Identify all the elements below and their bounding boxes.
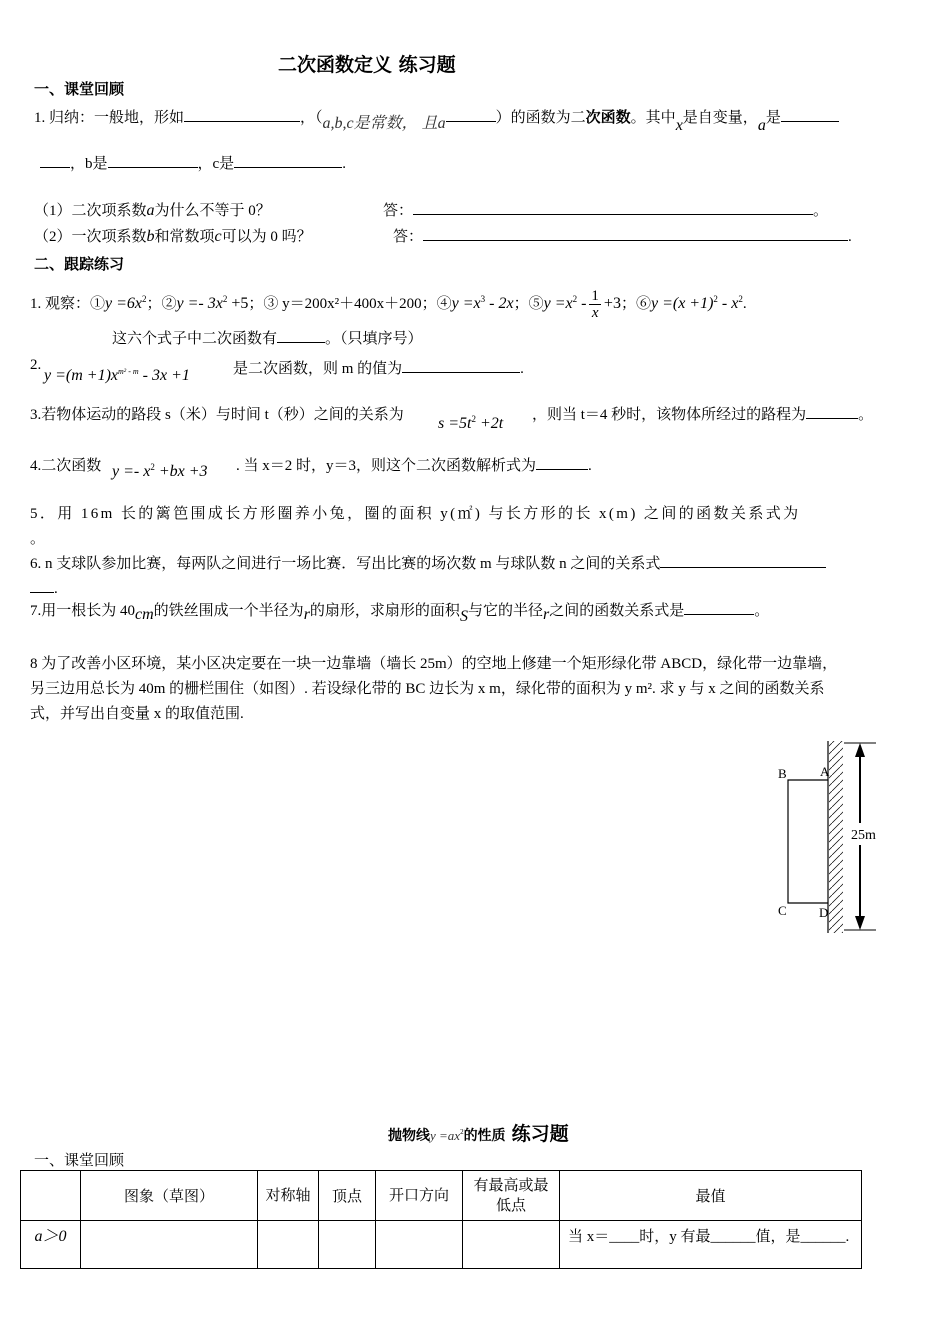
q1-2-text: 可以为 0 吗？: [221, 229, 312, 245]
expr-2: y =- 3x: [176, 294, 223, 312]
sup: 2: [222, 293, 228, 304]
question-1-line-1: [34, 104, 839, 134]
label-D: D: [819, 905, 829, 920]
expr: +2t: [475, 415, 504, 432]
problem-7-text: [30, 599, 770, 625]
question-1-line-2: [40, 152, 346, 173]
label-C: C: [778, 903, 787, 918]
blank-p3[interactable]: [806, 404, 858, 419]
sup: 3: [480, 293, 486, 304]
answer-blank[interactable]: [413, 200, 813, 215]
sup: 2: [713, 293, 718, 304]
answer-label: 答：: [393, 229, 424, 245]
blank-a-cont[interactable]: [40, 153, 70, 168]
expr-6: y =(x +1): [650, 294, 714, 312]
expr-1: y =6x: [105, 294, 143, 312]
var-c: c: [214, 228, 222, 245]
table-header-row: [21, 1171, 862, 1221]
problem-3-expr: [438, 414, 503, 433]
page-title: 二次函数定义 练习题: [278, 54, 456, 76]
punct: .: [588, 458, 592, 474]
problem-3-text-2: [532, 403, 873, 424]
sup: 2: [572, 293, 578, 304]
table-header-corner: [21, 1171, 81, 1221]
title2-expr: y =ax: [430, 1128, 461, 1143]
answer-label: 答：: [383, 203, 414, 219]
sup: 2: [142, 293, 147, 304]
fraction: [589, 288, 601, 321]
blank-p2[interactable]: [402, 358, 520, 373]
label-A: A: [820, 764, 830, 779]
var-a: a: [146, 202, 155, 219]
table-cell[interactable]: [376, 1221, 463, 1269]
var-x: x: [675, 117, 683, 134]
problem-5-end: 。: [30, 531, 46, 547]
title2-text: 的性质: [463, 1128, 506, 1144]
q1-text: ，c是: [197, 156, 235, 172]
var-r: r: [542, 606, 550, 623]
expr-5b: -: [577, 294, 587, 312]
blank-p6-cont[interactable]: [30, 578, 54, 593]
sup: 2: [460, 1128, 464, 1136]
p4-text: . 当 x＝2 时，y＝3，则这个二次函数解析式为: [236, 458, 537, 474]
row-label-text: a＞0: [34, 1228, 67, 1245]
expr: - 3x +1: [138, 367, 190, 384]
answer-blank[interactable]: [423, 226, 848, 241]
blank-form[interactable]: [184, 107, 300, 122]
problem-2-expr: [44, 367, 190, 385]
punct: .: [742, 295, 747, 312]
arrow-down-icon: [855, 916, 865, 930]
expr: y =- x: [112, 463, 151, 480]
table-cell[interactable]: [81, 1221, 258, 1269]
q1-text: ）的函数为二: [495, 110, 586, 126]
var-b: b: [146, 228, 155, 245]
punct: .: [848, 229, 852, 245]
q1-2-text: 和常数项: [154, 229, 215, 245]
problem-4-text-2: [236, 454, 592, 475]
punct: 。: [813, 203, 829, 219]
expr-4b: - 2x: [485, 294, 514, 312]
table-header: 有最高或最低点: [463, 1171, 560, 1221]
frac-den: x: [591, 305, 599, 321]
q1-text: 是自变量，: [682, 110, 758, 126]
p1-text: 。（只填序号）: [325, 331, 423, 347]
sup: 2: [150, 462, 155, 472]
wall-hatching: [829, 741, 843, 933]
expr-5: y =x: [543, 294, 573, 312]
question-1-2: [34, 225, 312, 246]
table-cell-max[interactable]: 当 x＝____时，y 有最______值，是______.: [560, 1221, 862, 1269]
problem-1-line-1: [30, 288, 747, 321]
table-header: 最值: [560, 1171, 862, 1221]
var-r: r: [303, 606, 310, 623]
p1-text: ；⑥: [620, 295, 651, 312]
sup: 2: [471, 414, 476, 424]
blank-c[interactable]: [234, 153, 342, 168]
p1-text: 1. 观察：①: [30, 295, 106, 312]
problem-3-text: 3.若物体运动的路段 s（米）与时间 t（秒）之间的关系为: [30, 407, 404, 423]
problem-8-line-3: 式，并写出自变量 x 的取值范围.: [30, 706, 244, 722]
q1-text: 1. 归纳：一般地，形如: [34, 110, 185, 126]
p1-text: ；②: [146, 295, 177, 312]
q1-text: ，（: [300, 110, 323, 126]
section-heading-practice: 二、跟踪练习: [34, 255, 125, 273]
var-a: a: [757, 117, 766, 134]
q1-bold: 次函数: [585, 110, 631, 126]
p1-text: ；⑤: [513, 295, 544, 312]
expr-6b: - x: [717, 294, 739, 312]
label-length: 25m: [851, 828, 876, 843]
problem-5-text: 5．用 16m 长的篱笆围成长方形圈养小兔，圈的面积 y(㎡) 与长方形的长 x(m) 之间的函数关系式为: [30, 506, 801, 522]
answer-1-2: [393, 225, 852, 246]
row-label: [21, 1221, 81, 1269]
problem-8-line-1: 8 为了改善小区环境，某小区决定要在一块一边靠墙（墙长 25m）的空地上修建一个矩形绿化带 ABCD，绿化带一边靠墙，: [30, 656, 838, 672]
punct: 。: [754, 603, 770, 619]
p7-text: 的铁丝围成一个半径为: [153, 603, 304, 619]
q1-1-text: （1）二次项系数: [34, 203, 147, 219]
p7-text: 7.用一根长为 40: [30, 603, 136, 619]
problem-1-line-2: [112, 327, 423, 348]
frac-num: 1: [591, 288, 599, 304]
table-header: 顶点: [319, 1171, 376, 1221]
blank-p6[interactable]: [660, 553, 826, 568]
p7-text: 与它的半径: [467, 603, 543, 619]
table-cell[interactable]: [258, 1221, 319, 1269]
unit-cm: cm: [135, 606, 154, 623]
var-s: S: [459, 608, 468, 625]
fence: [788, 780, 828, 903]
p6-text: 6. n 支球队参加比赛，每两队之间进行一场比赛．写出比赛的场次数 m 与球队数 n 之间的关系式: [30, 556, 661, 572]
label-B: B: [778, 766, 787, 781]
section-heading-review-2: 一、课堂回顾: [34, 1153, 125, 1169]
p2-text: 是二次函数，则 m 的值为: [233, 361, 403, 377]
title2-text: 抛物线: [388, 1128, 430, 1144]
problem-4-expr: [112, 462, 208, 481]
sup: m² - m: [118, 367, 139, 376]
p7-text: 的扇形，求扇形的面积: [309, 603, 460, 619]
blank-a[interactable]: [781, 107, 839, 122]
blank-p1[interactable]: [277, 328, 325, 343]
problem-6-text: [30, 552, 826, 573]
problem-2-num: 2.: [30, 357, 42, 373]
blank-p7[interactable]: [684, 600, 754, 615]
blank-b[interactable]: [108, 153, 198, 168]
sup: 2: [738, 293, 743, 304]
expr: y =(m +1)x: [44, 367, 119, 384]
expr: s =5t: [438, 415, 472, 432]
problem-6-end: [30, 578, 58, 598]
q1-condition: a,b,c是常数， 且a: [322, 115, 446, 132]
property-table: [20, 1170, 862, 1269]
question-1-1: [34, 199, 271, 220]
answer-1-1: [383, 199, 828, 220]
p1-text: 这六个式子中二次函数有: [112, 331, 278, 347]
p3-text: ，则当 t＝4 秒时，该物体所经过的路程为: [532, 407, 807, 423]
arrow-up-icon: [855, 743, 865, 757]
table-row: [21, 1221, 862, 1269]
problem-4-text: 4.二次函数: [30, 458, 102, 474]
expr-2b: +5: [227, 294, 249, 312]
table-header: 图象（草图）: [81, 1171, 258, 1221]
page-title-2: [388, 1119, 569, 1146]
punct: 。: [858, 407, 874, 423]
q1-text: 是: [765, 110, 781, 126]
p7-text: 之间的函数关系式是: [549, 603, 685, 619]
punct: .: [520, 361, 524, 377]
p1-text: ；③ y＝200x²＋400x＋200；④: [248, 295, 452, 312]
q1-2-text: （2）一次项系数: [34, 229, 147, 245]
problem-8-line-2: 另三边用总长为 40m 的栅栏围住（如图）. 若设绿化带的 BC 边长为 x m，绿化带的面积为 y m². 求 y 与 x 之间的函数关系: [30, 681, 825, 697]
table-header: 开口方向: [376, 1171, 463, 1221]
problem-2-text: [233, 357, 524, 378]
expr-5c: +3: [603, 294, 621, 312]
q1-text: ，b是: [70, 156, 108, 172]
section-heading-review: 一、课堂回顾: [34, 80, 125, 98]
blank-p4[interactable]: [536, 455, 588, 470]
q1-text: .: [342, 156, 346, 172]
punct: .: [54, 581, 58, 597]
table-cell[interactable]: [319, 1221, 376, 1269]
expr: +bx +3: [154, 463, 208, 480]
blank-condition[interactable]: [446, 107, 496, 122]
expr-4: y =x: [451, 294, 481, 312]
q1-text: 。其中: [630, 110, 676, 126]
table-cell[interactable]: [463, 1221, 560, 1269]
q1-1-text: 为什么不等于 0？: [154, 203, 271, 219]
title2-bold: 练习题: [511, 1123, 569, 1145]
table-header: 对称轴: [258, 1171, 319, 1221]
